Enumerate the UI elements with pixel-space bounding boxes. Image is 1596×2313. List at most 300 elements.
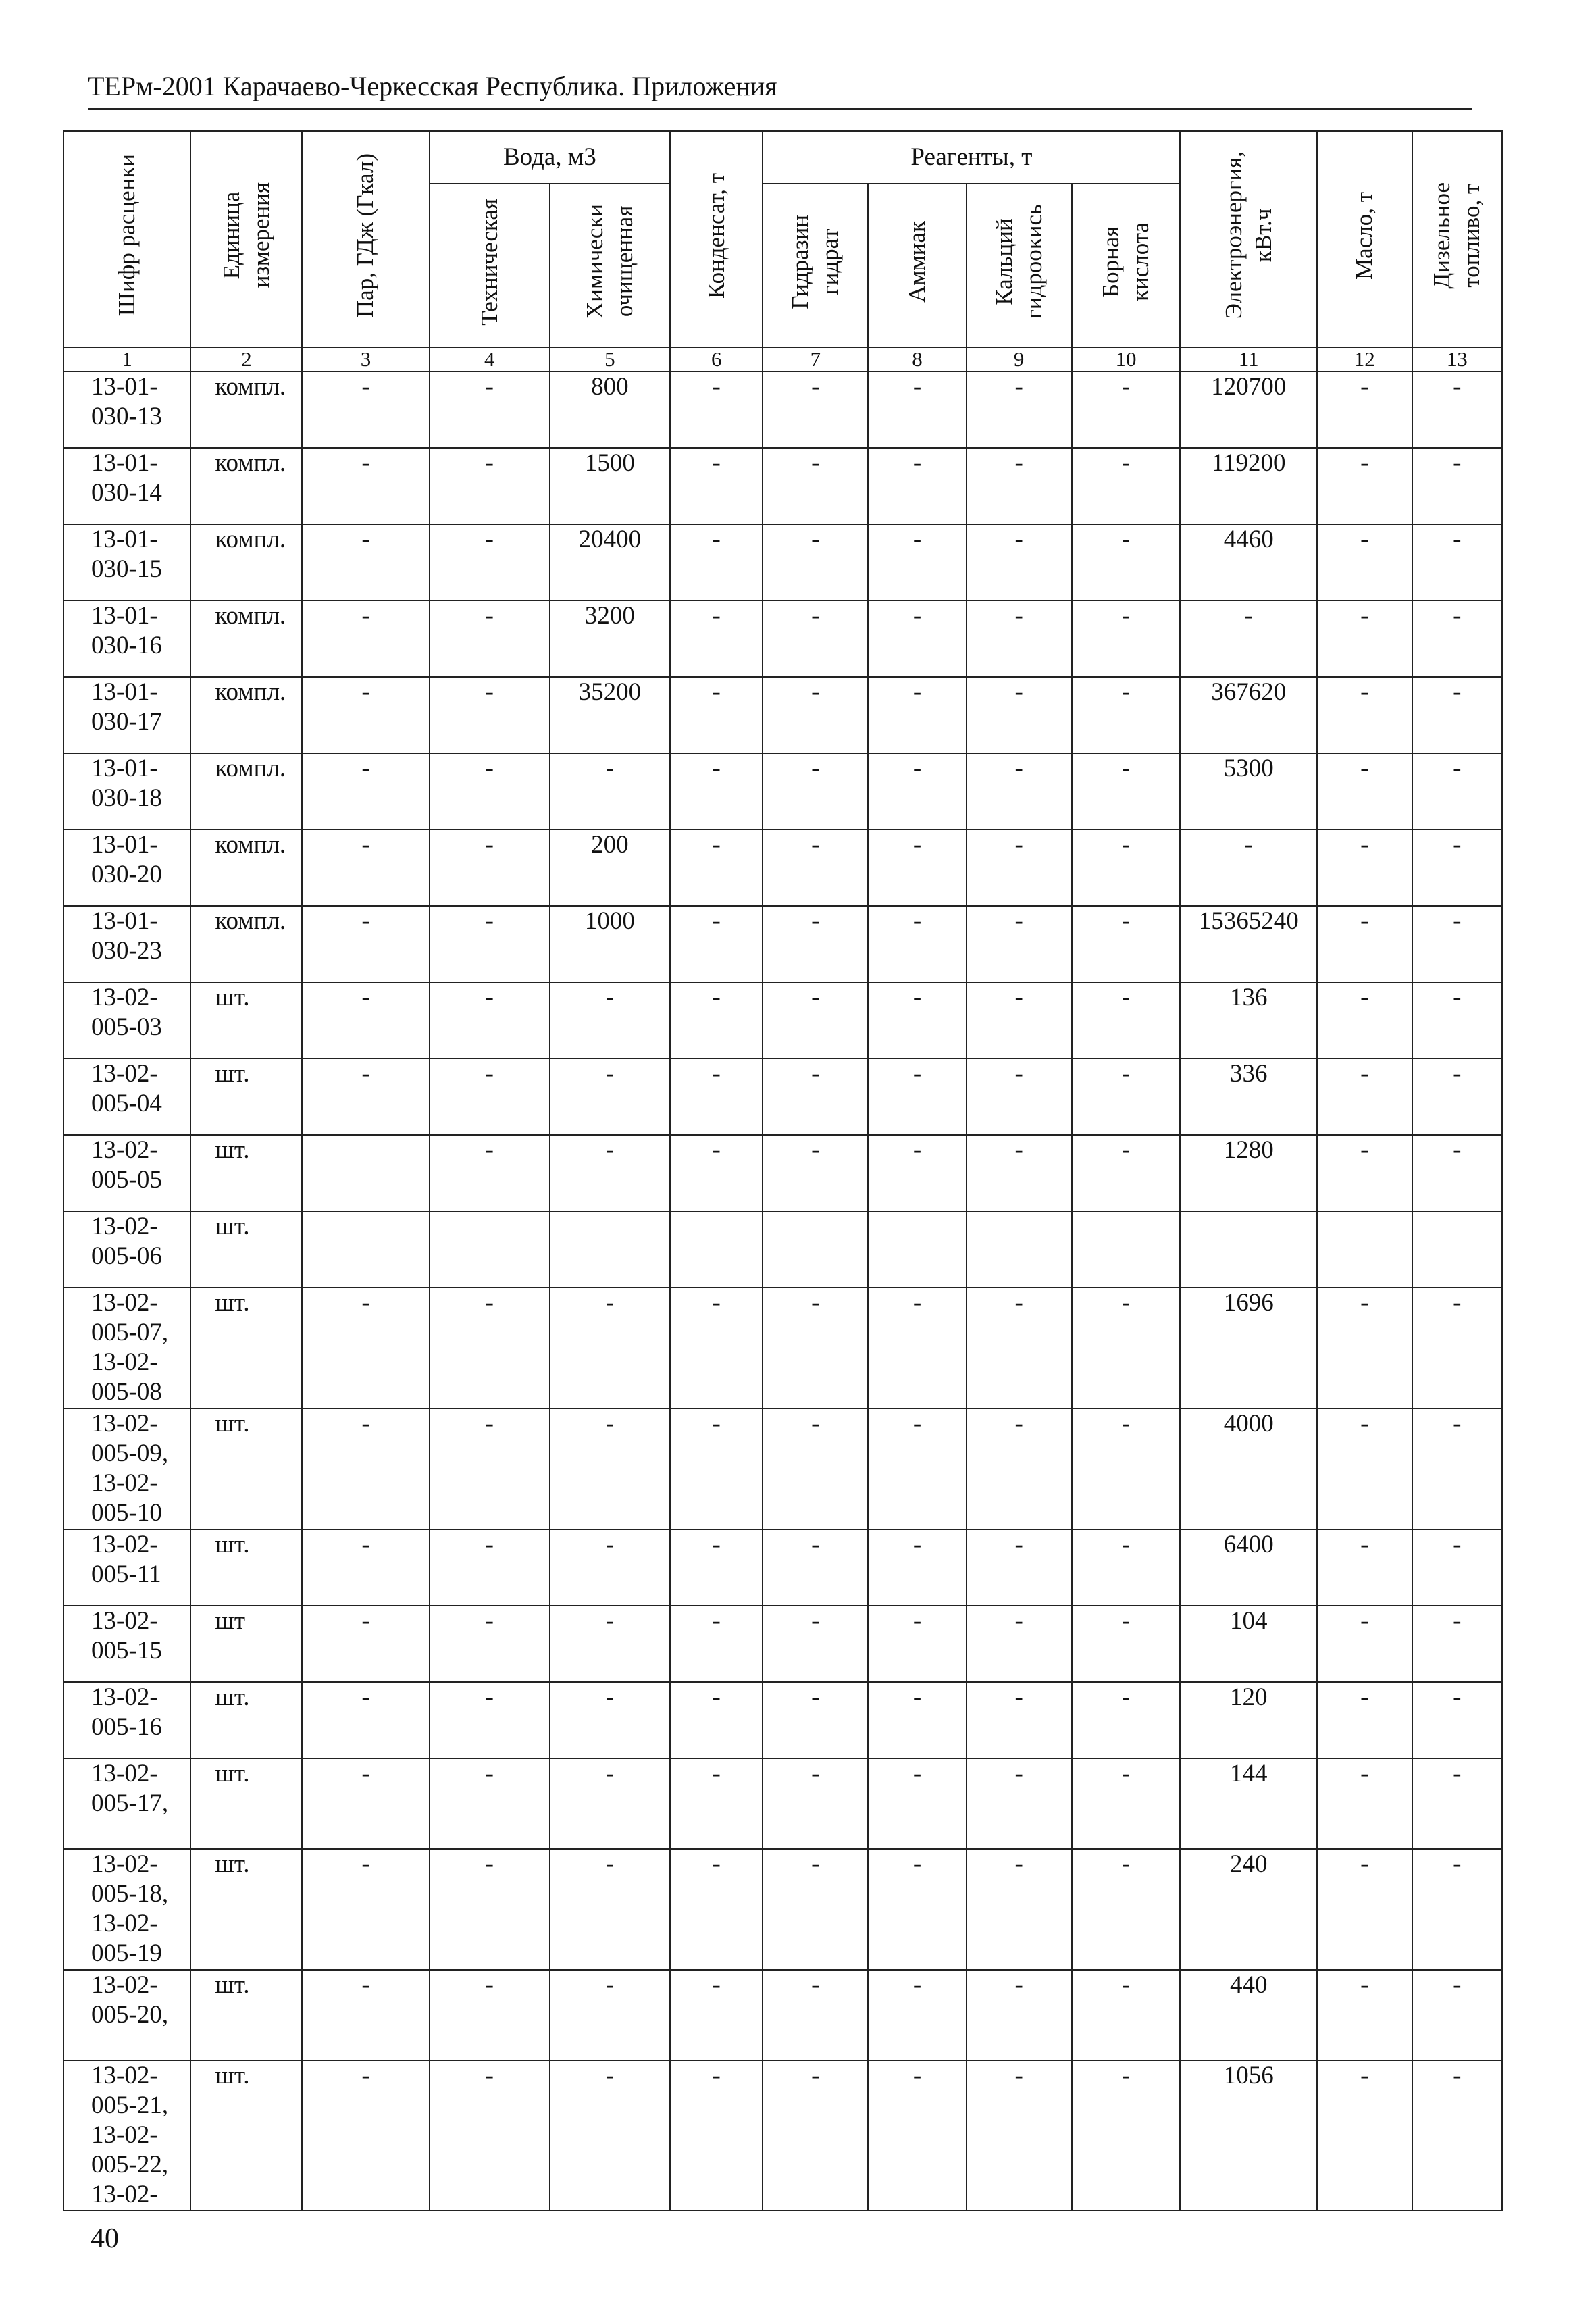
cell-boric: -	[1072, 1288, 1181, 1408]
cell-boric: -	[1072, 1758, 1181, 1849]
cell-diesel: -	[1412, 1682, 1502, 1758]
cell-boric: -	[1072, 982, 1181, 1059]
cell-oil: -	[1317, 524, 1412, 601]
cell-calcium: -	[967, 1529, 1072, 1606]
cell-unit: шт.	[190, 1135, 302, 1211]
cell-code: 13-01- 030-15	[63, 524, 190, 601]
cell-water-chem: 1500	[550, 448, 670, 524]
cell-steam: -	[302, 1059, 429, 1135]
cell-oil: -	[1317, 1970, 1412, 2060]
cell-steam: -	[302, 830, 429, 906]
cell-ammonia: -	[868, 906, 967, 982]
cell-hydrazine: -	[763, 1288, 868, 1408]
cell-electricity: 120	[1180, 1682, 1317, 1758]
cell-boric: -	[1072, 1529, 1181, 1606]
cell-water-tech	[430, 1211, 550, 1288]
cell-boric: -	[1072, 906, 1181, 982]
cell-water-tech: -	[430, 1682, 550, 1758]
cell-code: 13-02- 005-06	[63, 1211, 190, 1288]
cell-electricity: 104	[1180, 1606, 1317, 1682]
page-header	[88, 68, 1472, 110]
cell-electricity: 4460	[1180, 524, 1317, 601]
column-number-row	[63, 347, 1502, 372]
cell-boric: -	[1072, 1970, 1181, 2060]
cell-steam: -	[302, 524, 429, 601]
cell-condensate: -	[670, 906, 763, 982]
cell-diesel: -	[1412, 2060, 1502, 2210]
cell-hydrazine: -	[763, 1408, 868, 1529]
column-number-cell: 3	[302, 347, 429, 372]
cell-calcium: -	[967, 1288, 1072, 1408]
table-row	[63, 1606, 1502, 1682]
column-number-cell: 13	[1412, 347, 1502, 372]
cell-diesel: -	[1412, 1529, 1502, 1606]
cell-ammonia: -	[868, 982, 967, 1059]
cell-oil: -	[1317, 1849, 1412, 1970]
cell-ammonia: -	[868, 1758, 967, 1849]
cell-unit: шт	[190, 1606, 302, 1682]
cell-code: 13-02- 005-16	[63, 1682, 190, 1758]
cell-condensate: -	[670, 1135, 763, 1211]
cell-diesel: -	[1412, 906, 1502, 982]
cell-water-tech: -	[430, 1288, 550, 1408]
cell-electricity: -	[1180, 830, 1317, 906]
table-row	[63, 601, 1502, 677]
cell-calcium: -	[967, 1408, 1072, 1529]
table-row	[63, 1408, 1502, 1529]
table-row	[63, 982, 1502, 1059]
table-row	[63, 830, 1502, 906]
cell-oil: -	[1317, 448, 1412, 524]
table-row	[63, 1682, 1502, 1758]
cell-boric: -	[1072, 1682, 1181, 1758]
cell-water-chem: -	[550, 1135, 670, 1211]
cell-steam: -	[302, 906, 429, 982]
table-row	[63, 1211, 1502, 1288]
col-header-ammonia: Аммиак	[868, 184, 967, 347]
column-number-cell: 11	[1180, 347, 1317, 372]
cell-unit: компл.	[190, 524, 302, 601]
cell-water-chem: 800	[550, 372, 670, 448]
cell-boric: -	[1072, 1606, 1181, 1682]
cell-boric: -	[1072, 524, 1181, 601]
cell-water-tech: -	[430, 1529, 550, 1606]
cell-water-chem: -	[550, 1682, 670, 1758]
cell-steam: -	[302, 1682, 429, 1758]
cell-condensate: -	[670, 753, 763, 830]
cell-condensate: -	[670, 1606, 763, 1682]
cell-calcium: -	[967, 1059, 1072, 1135]
cell-ammonia: -	[868, 1059, 967, 1135]
cell-water-chem: -	[550, 982, 670, 1059]
cell-calcium: -	[967, 1606, 1072, 1682]
cell-code: 13-02- 005-11	[63, 1529, 190, 1606]
cell-steam: -	[302, 1970, 429, 2060]
column-number-cell: 5	[550, 347, 670, 372]
cell-ammonia: -	[868, 830, 967, 906]
cell-hydrazine: -	[763, 982, 868, 1059]
cell-water-tech: -	[430, 1408, 550, 1529]
cell-hydrazine: -	[763, 906, 868, 982]
cell-oil: -	[1317, 830, 1412, 906]
cell-unit: шт.	[190, 1529, 302, 1606]
cell-diesel: -	[1412, 1059, 1502, 1135]
cell-unit: компл.	[190, 753, 302, 830]
cell-ammonia: -	[868, 677, 967, 753]
cell-water-tech: -	[430, 2060, 550, 2210]
col-header-calcium: Кальций гидроокись	[967, 184, 1072, 347]
cell-water-chem: -	[550, 1849, 670, 1970]
cell-electricity: 1696	[1180, 1288, 1317, 1408]
cell-water-chem: 3200	[550, 601, 670, 677]
cell-steam	[302, 1211, 429, 1288]
cell-water-chem: -	[550, 1529, 670, 1606]
cell-code: 13-01- 030-17	[63, 677, 190, 753]
cell-water-chem: -	[550, 753, 670, 830]
cell-steam: -	[302, 1288, 429, 1408]
cell-diesel: -	[1412, 1970, 1502, 2060]
cell-water-chem: 1000	[550, 906, 670, 982]
cell-steam: -	[302, 448, 429, 524]
cell-steam: -	[302, 2060, 429, 2210]
cell-calcium: -	[967, 372, 1072, 448]
col-header-water-chem: Химически очищенная	[550, 184, 670, 347]
cell-calcium: -	[967, 1970, 1072, 2060]
column-number-cell: 9	[967, 347, 1072, 372]
cell-ammonia: -	[868, 1606, 967, 1682]
cell-oil: -	[1317, 982, 1412, 1059]
cell-electricity: 440	[1180, 1970, 1317, 2060]
cell-water-tech: -	[430, 1135, 550, 1211]
cell-unit: компл.	[190, 677, 302, 753]
cell-code: 13-01- 030-14	[63, 448, 190, 524]
cell-unit: компл.	[190, 830, 302, 906]
cell-water-chem: 200	[550, 830, 670, 906]
page-header-title: ТЕРм-2001 Карачаево-Черкесская Республика. Приложения	[88, 71, 777, 101]
cell-unit: шт.	[190, 1758, 302, 1849]
cell-oil: -	[1317, 2060, 1412, 2210]
cell-boric: -	[1072, 448, 1181, 524]
table-row	[63, 1970, 1502, 2060]
cell-ammonia: -	[868, 1135, 967, 1211]
cell-electricity: 15365240	[1180, 906, 1317, 982]
cell-water-chem: -	[550, 1408, 670, 1529]
cell-unit: шт.	[190, 1970, 302, 2060]
cell-diesel: -	[1412, 982, 1502, 1059]
cell-calcium: -	[967, 1758, 1072, 1849]
cell-water-chem: -	[550, 1606, 670, 1682]
cell-boric: -	[1072, 1135, 1181, 1211]
cell-electricity: -	[1180, 601, 1317, 677]
cell-oil	[1317, 1211, 1412, 1288]
cell-diesel: -	[1412, 1288, 1502, 1408]
page-number: 40	[91, 2223, 119, 2254]
cell-code: 13-01- 030-13	[63, 372, 190, 448]
col-header-condensate: Конденсат, т	[670, 131, 763, 347]
cell-water-tech: -	[430, 1849, 550, 1970]
cell-electricity	[1180, 1211, 1317, 1288]
cell-water-chem: 35200	[550, 677, 670, 753]
cell-boric	[1072, 1211, 1181, 1288]
cell-diesel: -	[1412, 372, 1502, 448]
table-body	[63, 372, 1502, 2210]
cell-code: 13-01- 030-18	[63, 753, 190, 830]
cell-electricity: 240	[1180, 1849, 1317, 1970]
cell-steam: -	[302, 372, 429, 448]
cell-water-tech: -	[430, 448, 550, 524]
table-row	[63, 753, 1502, 830]
cell-water-tech: -	[430, 982, 550, 1059]
cell-code: 13-01- 030-23	[63, 906, 190, 982]
cell-diesel: -	[1412, 601, 1502, 677]
cell-water-tech: -	[430, 753, 550, 830]
col-header-diesel: Дизельное топливо, т	[1412, 131, 1502, 347]
cell-steam: -	[302, 1849, 429, 1970]
cell-hydrazine: -	[763, 1970, 868, 2060]
cell-calcium	[967, 1211, 1072, 1288]
table-row	[63, 1758, 1502, 1849]
cell-boric: -	[1072, 677, 1181, 753]
column-number-cell: 7	[763, 347, 868, 372]
cell-steam: -	[302, 601, 429, 677]
cell-ammonia: -	[868, 753, 967, 830]
cell-unit: шт.	[190, 1682, 302, 1758]
cell-hydrazine: -	[763, 601, 868, 677]
cell-oil: -	[1317, 372, 1412, 448]
cell-hydrazine: -	[763, 830, 868, 906]
cell-ammonia: -	[868, 1682, 967, 1758]
cell-oil: -	[1317, 1682, 1412, 1758]
cell-unit: шт.	[190, 1211, 302, 1288]
cell-boric: -	[1072, 2060, 1181, 2210]
cell-condensate: -	[670, 448, 763, 524]
cell-ammonia: -	[868, 372, 967, 448]
table-row	[63, 1059, 1502, 1135]
cell-code: 13-02- 005-04	[63, 1059, 190, 1135]
column-number-cell: 4	[430, 347, 550, 372]
cell-hydrazine: -	[763, 1606, 868, 1682]
cell-steam: -	[302, 1758, 429, 1849]
cell-electricity: 5300	[1180, 753, 1317, 830]
cell-calcium: -	[967, 448, 1072, 524]
cell-condensate: -	[670, 524, 763, 601]
cell-unit: компл.	[190, 601, 302, 677]
cell-electricity: 120700	[1180, 372, 1317, 448]
cell-hydrazine: -	[763, 1135, 868, 1211]
cell-water-tech: -	[430, 1758, 550, 1849]
cell-boric: -	[1072, 372, 1181, 448]
cell-hydrazine	[763, 1211, 868, 1288]
column-number-cell: 8	[868, 347, 967, 372]
cell-hydrazine: -	[763, 753, 868, 830]
cell-oil: -	[1317, 1059, 1412, 1135]
cell-electricity: 336	[1180, 1059, 1317, 1135]
table-row	[63, 906, 1502, 982]
cell-calcium: -	[967, 906, 1072, 982]
cell-ammonia: -	[868, 601, 967, 677]
table-row	[63, 2060, 1502, 2210]
cell-condensate: -	[670, 372, 763, 448]
cell-hydrazine: -	[763, 1059, 868, 1135]
cell-unit: шт.	[190, 1059, 302, 1135]
cell-boric: -	[1072, 830, 1181, 906]
cell-condensate: -	[670, 1849, 763, 1970]
cell-condensate: -	[670, 1970, 763, 2060]
cell-code: 13-02- 005-17,	[63, 1758, 190, 1849]
col-header-oil: Масло, т	[1317, 131, 1412, 347]
cell-oil: -	[1317, 1408, 1412, 1529]
cell-hydrazine: -	[763, 677, 868, 753]
cell-steam: -	[302, 1408, 429, 1529]
cell-ammonia: -	[868, 2060, 967, 2210]
cell-code: 13-02- 005-20,	[63, 1970, 190, 2060]
cell-water-chem: -	[550, 1288, 670, 1408]
cell-unit: шт.	[190, 982, 302, 1059]
cell-electricity: 144	[1180, 1758, 1317, 1849]
cell-electricity: 367620	[1180, 677, 1317, 753]
col-group-water: Вода, м3	[430, 131, 670, 184]
cell-unit: компл.	[190, 448, 302, 524]
col-header-electricity: Электроэнергия, кВт.ч	[1180, 131, 1317, 347]
col-group-reagents: Реагенты, т	[763, 131, 1180, 184]
cell-diesel: -	[1412, 1849, 1502, 1970]
cell-electricity: 1056	[1180, 2060, 1317, 2210]
cell-calcium: -	[967, 1849, 1072, 1970]
cell-oil: -	[1317, 1606, 1412, 1682]
cell-electricity: 6400	[1180, 1529, 1317, 1606]
table-row	[63, 1849, 1502, 1970]
cell-code: 13-02- 005-18, 13-02- 005-19	[63, 1849, 190, 1970]
cell-calcium: -	[967, 830, 1072, 906]
cell-boric: -	[1072, 1849, 1181, 1970]
col-header-unit: Единица измерения	[190, 131, 302, 347]
cell-diesel: -	[1412, 524, 1502, 601]
column-number-cell: 12	[1317, 347, 1412, 372]
cell-steam: -	[302, 982, 429, 1059]
cell-hydrazine: -	[763, 1758, 868, 1849]
cell-condensate: -	[670, 1758, 763, 1849]
cell-condensate: -	[670, 982, 763, 1059]
resource-table	[63, 130, 1503, 2211]
table-row	[63, 372, 1502, 448]
cell-oil: -	[1317, 601, 1412, 677]
table-row	[63, 448, 1502, 524]
cell-calcium: -	[967, 982, 1072, 1059]
column-number-cell: 2	[190, 347, 302, 372]
table-row	[63, 1529, 1502, 1606]
cell-water-tech: -	[430, 830, 550, 906]
cell-boric: -	[1072, 1408, 1181, 1529]
cell-unit: шт.	[190, 1288, 302, 1408]
cell-steam: -	[302, 753, 429, 830]
col-header-water-tech: Техническая	[430, 184, 550, 347]
cell-water-tech: -	[430, 677, 550, 753]
col-header-hydrazine: Гидразин гидрат	[763, 184, 868, 347]
cell-steam	[302, 1135, 429, 1211]
cell-diesel	[1412, 1211, 1502, 1288]
cell-diesel: -	[1412, 1606, 1502, 1682]
cell-ammonia: -	[868, 524, 967, 601]
col-header-code: Шифр расценки	[63, 131, 190, 347]
cell-code: 13-02- 005-03	[63, 982, 190, 1059]
cell-electricity: 136	[1180, 982, 1317, 1059]
cell-diesel: -	[1412, 1758, 1502, 1849]
cell-unit: компл.	[190, 372, 302, 448]
cell-ammonia	[868, 1211, 967, 1288]
cell-hydrazine: -	[763, 2060, 868, 2210]
col-header-steam: Пар, ГДж (Гкал)	[302, 131, 429, 347]
table-row	[63, 524, 1502, 601]
cell-calcium: -	[967, 1135, 1072, 1211]
cell-water-chem: -	[550, 1059, 670, 1135]
cell-hydrazine: -	[763, 1849, 868, 1970]
cell-condensate: -	[670, 1408, 763, 1529]
cell-water-tech: -	[430, 1606, 550, 1682]
cell-steam: -	[302, 1529, 429, 1606]
cell-oil: -	[1317, 1135, 1412, 1211]
cell-code: 13-02- 005-15	[63, 1606, 190, 1682]
cell-unit: шт.	[190, 1849, 302, 1970]
cell-water-chem	[550, 1211, 670, 1288]
cell-diesel: -	[1412, 753, 1502, 830]
cell-boric: -	[1072, 1059, 1181, 1135]
cell-water-tech: -	[430, 1970, 550, 2060]
cell-diesel: -	[1412, 677, 1502, 753]
cell-condensate	[670, 1211, 763, 1288]
cell-code: 13-01- 030-16	[63, 601, 190, 677]
cell-diesel: -	[1412, 1408, 1502, 1529]
cell-code: 13-02- 005-05	[63, 1135, 190, 1211]
cell-calcium: -	[967, 2060, 1072, 2210]
column-number-cell: 1	[63, 347, 190, 372]
cell-oil: -	[1317, 1288, 1412, 1408]
cell-code: 13-02- 005-09, 13-02- 005-10	[63, 1408, 190, 1529]
cell-condensate: -	[670, 830, 763, 906]
cell-ammonia: -	[868, 1849, 967, 1970]
cell-calcium: -	[967, 753, 1072, 830]
cell-water-tech: -	[430, 1059, 550, 1135]
cell-oil: -	[1317, 753, 1412, 830]
cell-oil: -	[1317, 906, 1412, 982]
cell-calcium: -	[967, 524, 1072, 601]
col-header-boric: Борная кислота	[1072, 184, 1181, 347]
cell-ammonia: -	[868, 448, 967, 524]
cell-ammonia: -	[868, 1288, 967, 1408]
cell-hydrazine: -	[763, 372, 868, 448]
cell-ammonia: -	[868, 1529, 967, 1606]
cell-calcium: -	[967, 677, 1072, 753]
cell-water-tech: -	[430, 524, 550, 601]
cell-ammonia: -	[868, 1408, 967, 1529]
table-row	[63, 1135, 1502, 1211]
cell-boric: -	[1072, 601, 1181, 677]
cell-oil: -	[1317, 1529, 1412, 1606]
cell-condensate: -	[670, 1682, 763, 1758]
cell-oil: -	[1317, 677, 1412, 753]
table-header-row	[63, 131, 1502, 184]
cell-water-chem: -	[550, 1758, 670, 1849]
cell-code: 13-02- 005-07, 13-02- 005-08	[63, 1288, 190, 1408]
cell-unit: компл.	[190, 906, 302, 982]
cell-water-tech: -	[430, 601, 550, 677]
cell-calcium: -	[967, 601, 1072, 677]
cell-water-tech: -	[430, 372, 550, 448]
cell-hydrazine: -	[763, 1682, 868, 1758]
cell-hydrazine: -	[763, 524, 868, 601]
cell-steam: -	[302, 677, 429, 753]
cell-hydrazine: -	[763, 1529, 868, 1606]
cell-ammonia: -	[868, 1970, 967, 2060]
